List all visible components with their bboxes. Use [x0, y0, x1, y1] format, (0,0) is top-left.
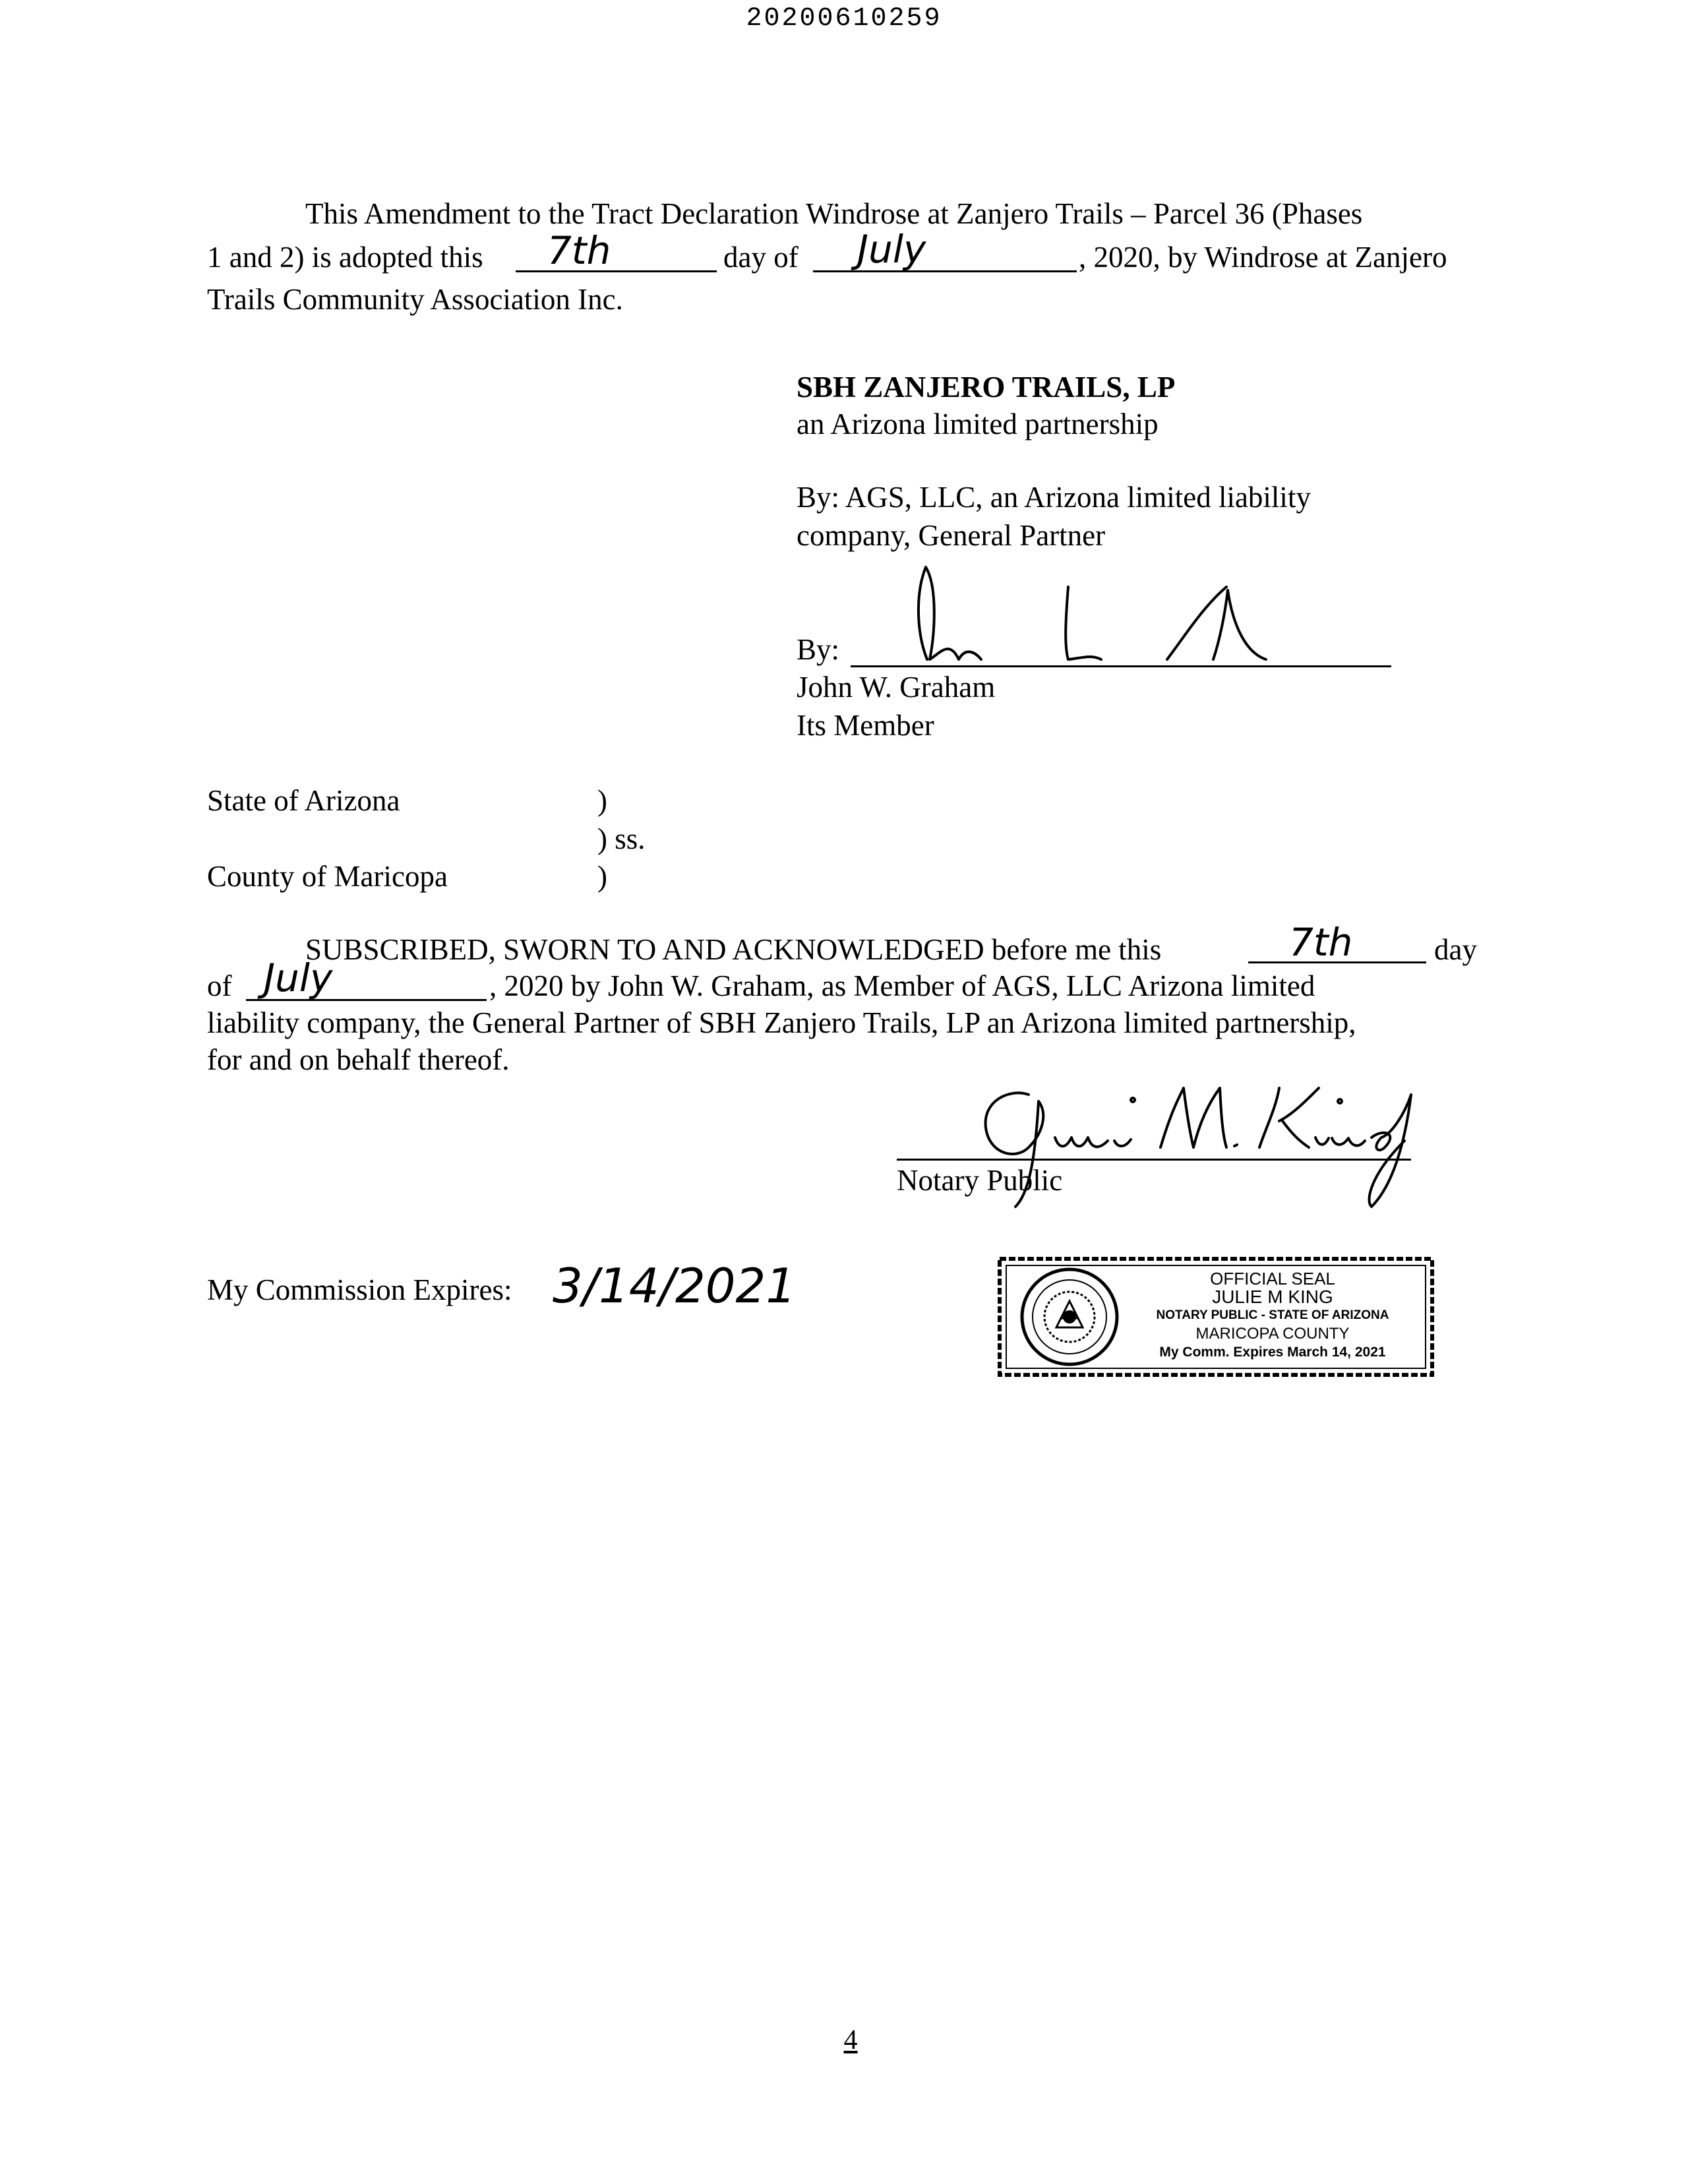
adoption-month-blank — [813, 270, 1077, 272]
by-general-partner-line-1: By: AGS, LLC, an Arizona limited liability — [797, 481, 1311, 514]
ack-line-2-end: , 2020 by John W. Graham, as Member of AGS, LLC Arizona limited — [489, 969, 1315, 1002]
commission-expires-date: 3/14/2021 — [553, 1258, 797, 1314]
venue-county: County of Maricopa — [207, 860, 448, 893]
adoption-day-blank — [516, 270, 717, 272]
notary-signature-line — [897, 1159, 1411, 1161]
preamble-line-2-start: 1 and 2) is adopted this — [207, 241, 483, 274]
by-label: By: — [797, 633, 840, 666]
recording-number: 20200610259 — [746, 4, 942, 34]
venue-state: State of Arizona — [207, 784, 400, 817]
venue-paren-1: ) — [597, 784, 607, 817]
venue-ss: ) ss. — [597, 822, 646, 855]
graham-signature — [903, 561, 1273, 673]
ack-line-1-start: SUBSCRIBED, SWORN TO AND ACKNOWLEDGED before me this — [305, 933, 1162, 966]
by-general-partner-line-2: company, General Partner — [797, 519, 1106, 552]
commission-expires-label: My Commission Expires: — [207, 1273, 512, 1306]
ack-line-3: liability company, the General Partner of SBH Zanjero Trails, LP an Arizona limited partnership, — [207, 1006, 1356, 1039]
seal-line-official-seal: OFFICIAL SEAL — [1210, 1269, 1335, 1289]
ack-month-handwritten: July — [264, 956, 333, 1000]
venue-paren-2: ) — [597, 860, 607, 893]
seal-line-expiration: My Comm. Expires March 14, 2021 — [1159, 1345, 1386, 1360]
seal-text-block — [1128, 1269, 1418, 1362]
ack-line-4: for and on behalf thereof. — [207, 1043, 510, 1076]
ack-day-handwritten: 7th — [1289, 920, 1353, 965]
signer-title: Its Member — [797, 709, 934, 742]
seal-line-name: JULIE M KING — [1212, 1287, 1333, 1307]
ack-line-2-of: of — [207, 969, 232, 1002]
signer-name: John W. Graham — [797, 671, 996, 704]
preamble-line-2-end: , 2020, by Windrose at Zanjero — [1079, 241, 1447, 274]
preamble-line-3: Trails Community Association Inc. — [207, 283, 623, 316]
adoption-month-handwritten: July — [857, 227, 926, 272]
preamble-line-1: This Amendment to the Tract Declaration Windrose at Zanjero Trails – Parcel 36 (Phases — [305, 197, 1363, 230]
notary-public-label: Notary Public — [897, 1164, 1063, 1197]
entity-type: an Arizona limited partnership — [797, 408, 1159, 440]
adoption-day-handwritten: 7th — [547, 228, 611, 273]
seal-line-county: MARICOPA COUNTY — [1195, 1325, 1350, 1343]
seal-line-title: NOTARY PUBLIC - STATE OF ARIZONA — [1156, 1308, 1389, 1322]
entity-name: SBH ZANJERO TRAILS, LP — [797, 371, 1176, 404]
official-seal-stamp — [996, 1255, 1436, 1379]
preamble-line-2-day-of: day of — [723, 241, 799, 274]
ack-line-1-day: day — [1434, 933, 1477, 966]
page-number: 4 — [843, 2025, 858, 2055]
